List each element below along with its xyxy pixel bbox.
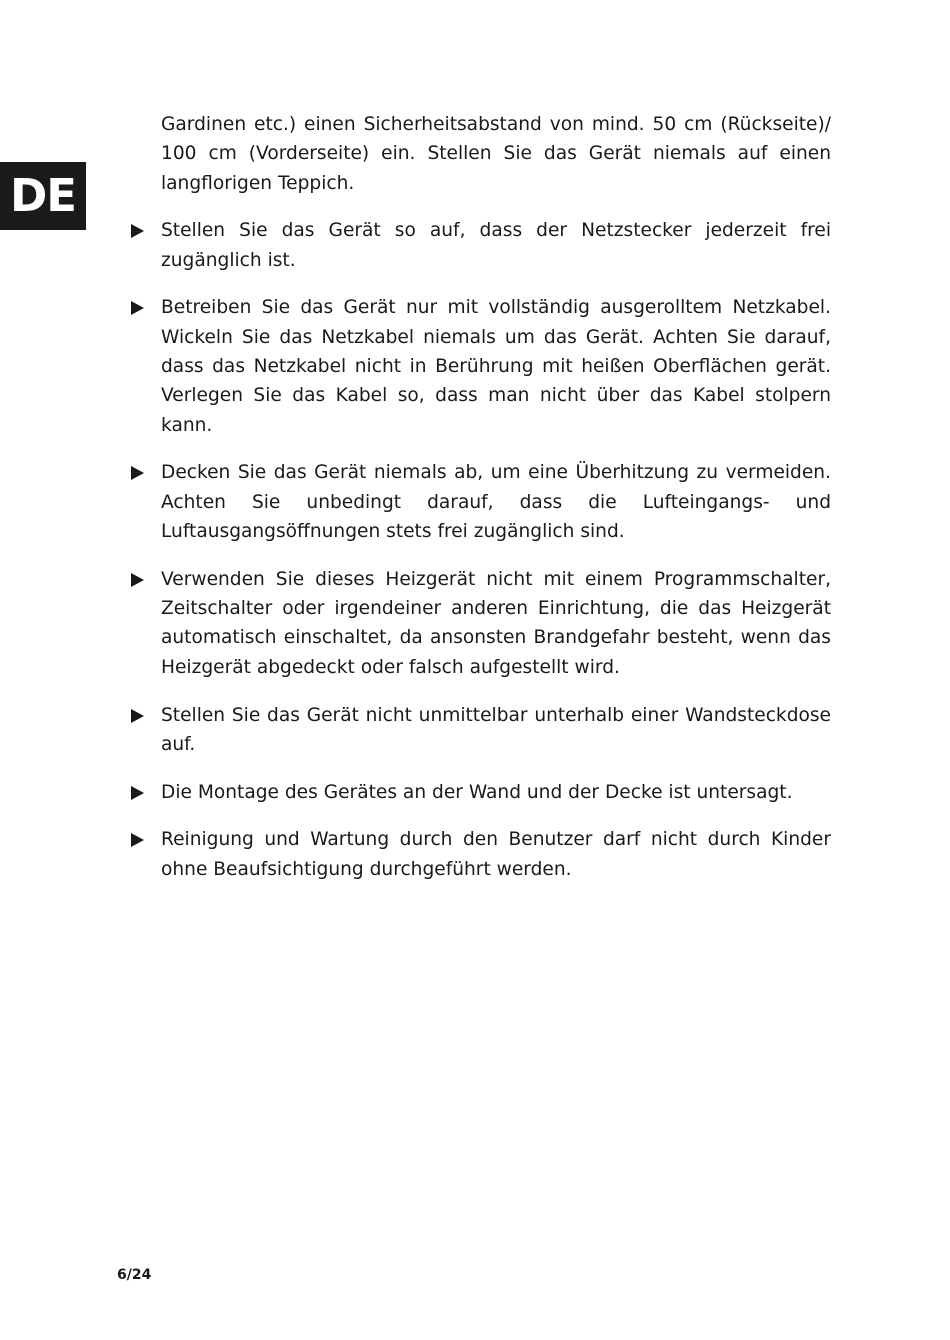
paragraph-text: Reinigung und Wartung durch den Benutzer darf nicht durch Kinder ohne Beaufsichtigung durchgeführt werden.	[161, 829, 831, 880]
triangle-bullet-icon	[131, 573, 144, 587]
list-item	[131, 778, 831, 807]
language-tab: DE	[0, 162, 86, 230]
list-item	[131, 701, 831, 760]
triangle-bullet-icon	[131, 786, 144, 800]
triangle-bullet-icon	[131, 224, 144, 238]
safety-instructions-list	[131, 110, 831, 903]
list-item	[131, 216, 831, 275]
paragraph-text: Die Montage des Gerätes an der Wand und der Decke ist untersagt.	[161, 781, 793, 803]
paragraph-text: Stellen Sie das Gerät so auf, dass der Netzstecker jederzeit frei zugänglich ist.	[161, 220, 831, 271]
triangle-bullet-icon	[131, 301, 144, 315]
list-item	[131, 458, 831, 546]
list-item	[131, 825, 831, 884]
triangle-bullet-icon	[131, 466, 144, 480]
triangle-bullet-icon	[131, 709, 144, 723]
list-item	[131, 293, 831, 439]
page-number: 6/24	[117, 1267, 152, 1283]
paragraph-text: Decken Sie das Gerät niemals ab, um eine Überhitzung zu vermeiden. Achten Sie unbedingt darauf, dass die Lufteingangs- und Luftausgangsöffnungen stets frei zugänglich sind.	[161, 462, 831, 543]
paragraph-text: Verwenden Sie dieses Heizgerät nicht mit einem Programmschalter, Zeitschalter oder irgendeiner anderen Einrichtung, die das Heizgerät automatisch einschaltet, da ansonsten Brandgefahr besteht, wenn das Heizgerät abgedeckt oder falsch aufgestellt wird.	[161, 568, 831, 678]
triangle-bullet-icon	[131, 833, 144, 847]
paragraph-text: Stellen Sie das Gerät nicht unmittelbar unterhalb einer Wandsteckdose auf.	[161, 704, 831, 755]
paragraph-text: Betreiben Sie das Gerät nur mit vollständig ausgerolltem Netzkabel. Wickeln Sie das Netzkabel niemals um das Gerät. Achten Sie darauf, dass das Netzkabel nicht in Berührung mit heißen Oberflächen gerät. Verlegen Sie das Kabel so, dass man nicht über das Kabel stolpern kann.	[161, 297, 831, 436]
list-item	[131, 110, 831, 198]
list-item	[131, 565, 831, 682]
paragraph-text: Gardinen etc.) einen Sicherheitsabstand von mind. 50 cm (Rückseite)/ 100 cm (Vorderseite) ein. Stellen Sie das Gerät niemals auf einen langflorigen Teppich.	[161, 114, 831, 194]
